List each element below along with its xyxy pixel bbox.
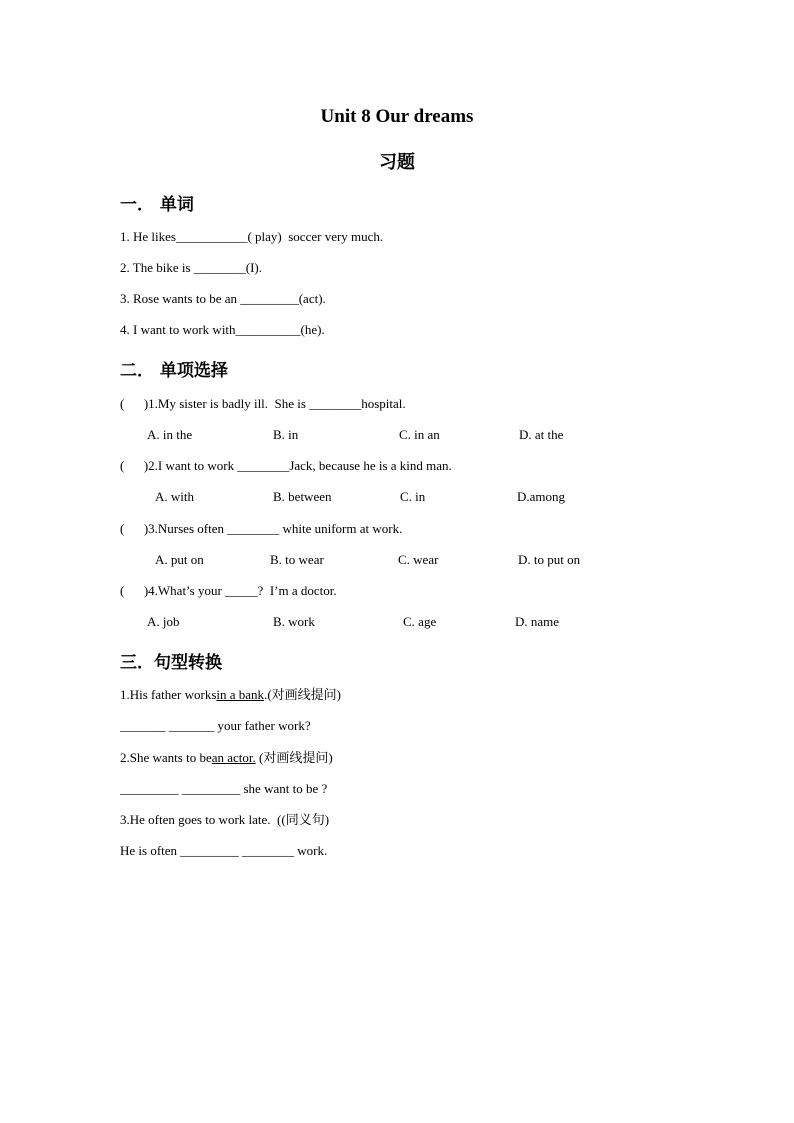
choice-option-1c: C. in an — [399, 427, 440, 442]
section-heading-transform: 三．句型转换 — [120, 653, 222, 673]
transform-question-3: 3.He often goes to work late. ((同义句) — [120, 812, 330, 827]
choice-option-3a: A. put on — [155, 552, 204, 567]
choice-question-3: ( )3.Nurses often ________ white uniform at work. — [120, 521, 403, 536]
choice-option-4d: D. name — [515, 614, 560, 629]
choice-question-2: ( )2.I want to work ________Jack, because he is a kind man. — [120, 458, 452, 473]
choice-option-4a: A. job — [147, 614, 180, 629]
choice-option-2a: A. with — [155, 489, 194, 504]
choice-option-1d: D. at the — [519, 427, 564, 442]
transform-q2-underlined: an actor. — [211, 750, 256, 765]
choice-option-3c: C. wear — [398, 552, 439, 567]
page-subtitle: 习题 — [379, 152, 415, 173]
choice-option-2d: D.among — [517, 489, 566, 504]
vocab-item-1: 1. He likes___________( play) soccer very much. — [120, 229, 384, 244]
choice-option-2c: C. in — [400, 489, 426, 504]
transform-q2-text: 2.She wants to be — [120, 750, 212, 765]
transform-answer-2: _________ _________ she want to be ? — [120, 781, 328, 796]
choice-option-4b: B. work — [273, 614, 315, 629]
transform-q1-text: 1.His father works — [120, 687, 217, 702]
vocab-item-2: 2. The bike is ________(I). — [120, 260, 263, 275]
vocab-item-4: 4. I want to work with__________(he). — [120, 322, 325, 337]
page-title: Unit 8 Our dreams — [320, 106, 474, 127]
vocab-item-3: 3. Rose wants to be an _________(act). — [120, 291, 326, 306]
transform-question-1 — [120, 687, 341, 703]
choice-option-3d: D. to put on — [518, 552, 581, 567]
choice-question-4: ( )4.What’s your _____? I’m a doctor. — [120, 583, 337, 598]
choice-option-1b: B. in — [273, 427, 299, 442]
transform-question-2 — [120, 750, 333, 766]
transform-q1-underlined: in a bank — [216, 687, 265, 702]
choice-option-1a: A. in the — [147, 427, 193, 442]
choice-option-2b: B. between — [273, 489, 332, 504]
section-heading-choice: 二． 单项选择 — [120, 361, 228, 381]
transform-q2-instruction: (对画线提问) — [255, 750, 333, 765]
section-heading-vocabulary: 一． 单词 — [120, 195, 194, 215]
transform-q1-instruction: .(对画线提问) — [264, 687, 341, 702]
choice-question-1: ( )1.My sister is badly ill. She is ________hospital. — [120, 396, 406, 411]
transform-answer-3: He is often _________ ________ work. — [120, 843, 328, 858]
choice-option-3b: B. to wear — [270, 552, 324, 567]
transform-answer-1: _______ _______ your father work? — [120, 718, 311, 733]
choice-option-4c: C. age — [403, 614, 437, 629]
